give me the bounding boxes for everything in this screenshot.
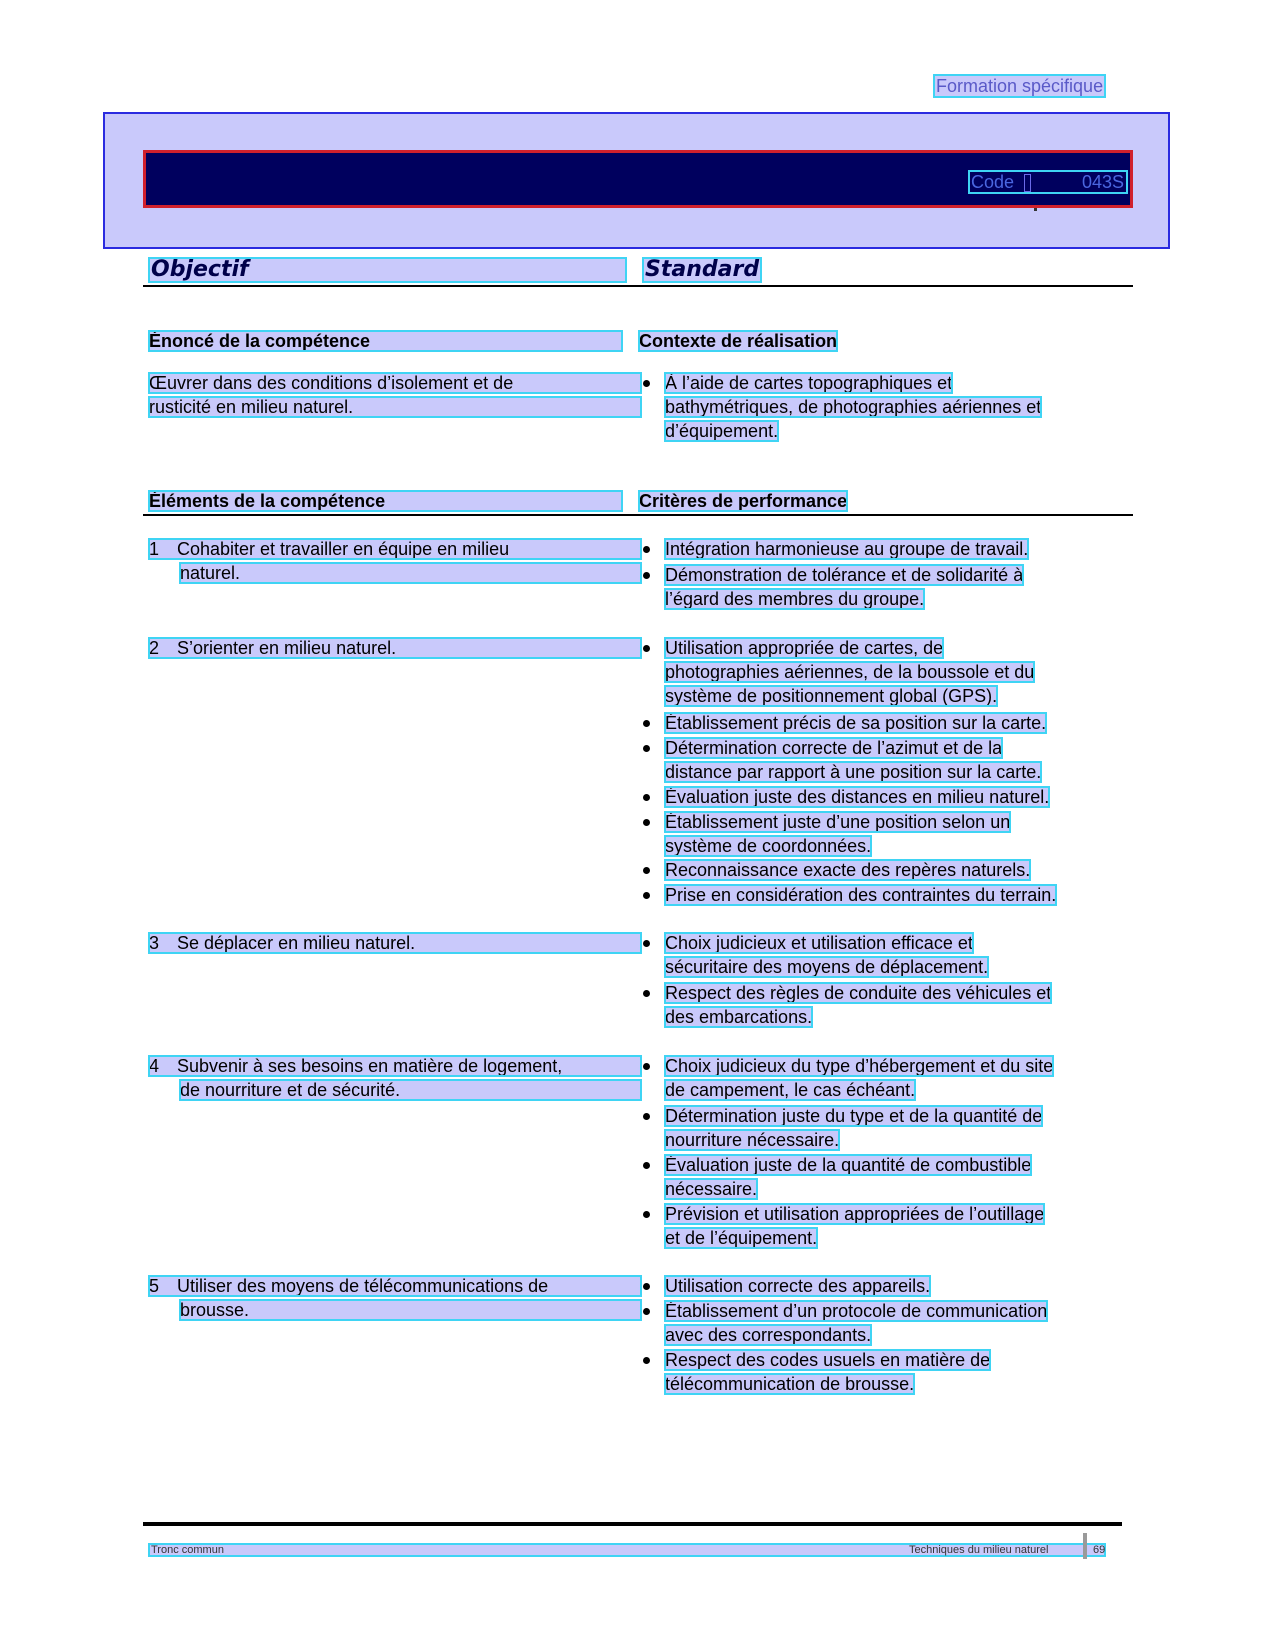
element-line-5: [180, 1300, 641, 1320]
element-line-2: [149, 638, 641, 658]
bullet-icon: [643, 990, 650, 997]
bullet-icon: [643, 1308, 650, 1315]
criterion-line: Établissement d’un protocole de communication: [665, 1301, 1048, 1321]
bullet-icon: [643, 940, 650, 947]
criterion-line: Prévision et utilisation appropriées de l’outillage: [665, 1204, 1045, 1224]
criterion-line: l’égard des membres du groupe.: [665, 589, 925, 609]
element-line-5: [149, 1276, 641, 1296]
element-number: 5: [149, 1276, 160, 1296]
criterion-line: des embarcations.: [665, 1007, 813, 1027]
header-rule: [143, 285, 1133, 287]
program-label: Formation spécifique: [936, 76, 1104, 96]
bullet-icon: [643, 1357, 650, 1364]
footer-rule: [143, 1522, 1122, 1526]
code-separator: [1024, 174, 1031, 192]
criterion-line: Respect des codes usuels en matière de: [665, 1350, 991, 1370]
criterion-line: photographies aériennes, de la boussole et du: [665, 662, 1035, 682]
criterion-line: Utilisation appropriée de cartes, de: [665, 638, 944, 658]
element-line-4: [180, 1080, 641, 1100]
footer-divider: [1083, 1533, 1087, 1559]
criterion-line: nécessaire.: [665, 1179, 758, 1199]
element-text: Subvenir à ses besoins en matière de logement,: [177, 1056, 563, 1076]
bullet-icon: [643, 1162, 650, 1169]
criterion-line: système de coordonnées.: [665, 836, 872, 856]
element-text: Utiliser des moyens de télécommunications de: [177, 1276, 549, 1296]
element-number: 2: [149, 638, 160, 658]
element-text: Se déplacer en milieu naturel.: [177, 933, 416, 953]
footer-left: Tronc commun: [151, 1544, 224, 1556]
criterion-line: Choix judicieux et utilisation efficace et: [665, 933, 973, 953]
element-line-1: [149, 539, 641, 559]
criterion-line: Évaluation juste des distances en milieu naturel.: [665, 787, 1050, 807]
element-line-4: [149, 1056, 641, 1076]
bullet-icon: [643, 745, 650, 752]
footer-right: Techniques du milieu naturel: [909, 1544, 1049, 1556]
criteria-heading: Critères de performance: [639, 491, 848, 511]
bullet-icon: [643, 645, 650, 652]
criterion-line: Évaluation juste de la quantité de combustible: [665, 1155, 1032, 1175]
criterion-line: sécuritaire des moyens de déplacement.: [665, 957, 989, 977]
element-text: Cohabiter et travailler en équipe en milieu: [177, 539, 510, 559]
bullet-icon: [643, 572, 650, 579]
competency-statement-heading: Énoncé de la compétence: [149, 331, 622, 351]
criterion-line: distance par rapport à une position sur la carte.: [665, 762, 1042, 782]
marker-dot: [1034, 208, 1037, 211]
bullet-icon: [643, 867, 650, 874]
criterion-line: de campement, le cas échéant.: [665, 1080, 916, 1100]
element-number: 4: [149, 1056, 160, 1076]
element-text: S’orienter en milieu naturel.: [177, 638, 397, 658]
criterion-line: Établissement juste d’une position selon un: [665, 812, 1011, 832]
element-text: naturel.: [180, 563, 241, 583]
element-number: 1: [149, 539, 160, 559]
context-line: bathymétriques, de photographies aériennes et: [665, 397, 1042, 417]
criterion-line: Choix judicieux du type d’hébergement et du site: [665, 1056, 1054, 1076]
criterion-line: avec des correspondants.: [665, 1325, 872, 1345]
bullet-icon: [643, 720, 650, 727]
criterion-line: Démonstration de tolérance et de solidarité à: [665, 565, 1024, 585]
element-line-1: [180, 563, 641, 583]
context-heading: Contexte de réalisation: [639, 331, 838, 351]
criterion-line: système de positionnement global (GPS).: [665, 686, 998, 706]
bullet-icon: [643, 1211, 650, 1218]
element-text: de nourriture et de sécurité.: [180, 1080, 401, 1100]
statement-line: Œuvrer dans des conditions d’isolement et de: [149, 373, 641, 393]
objective-heading: Objectif: [149, 258, 626, 282]
element-line-3: [149, 933, 641, 953]
element-number: 3: [149, 933, 160, 953]
context-line: À l’aide de cartes topographiques et: [665, 373, 953, 393]
bullet-icon: [643, 819, 650, 826]
bullet-icon: [643, 1063, 650, 1070]
code-field: [970, 172, 1126, 192]
bullet-icon: [643, 1283, 650, 1290]
section-rule: [143, 514, 1133, 516]
criterion-line: nourriture nécessaire.: [665, 1130, 840, 1150]
bullet-icon: [643, 380, 650, 387]
statement-line: rusticité en milieu naturel.: [149, 397, 641, 417]
element-text: brousse.: [180, 1300, 250, 1320]
criterion-line: Utilisation correcte des appareils.: [665, 1276, 931, 1296]
page-number: 69: [1093, 1544, 1106, 1556]
context-line: d’équipement.: [665, 421, 779, 441]
bullet-icon: [643, 794, 650, 801]
code-value: 043S: [1081, 172, 1124, 192]
criterion-line: et de l’équipement.: [665, 1228, 818, 1248]
code-label: Code: [971, 172, 1015, 192]
bullet-icon: [643, 1113, 650, 1120]
criterion-line: télécommunication de brousse.: [665, 1374, 915, 1394]
bullet-icon: [643, 892, 650, 899]
criterion-line: Détermination correcte de l’azimut et de la: [665, 738, 1003, 758]
criterion-line: Reconnaissance exacte des repères naturels.: [665, 860, 1031, 880]
footer-band: [149, 1544, 1105, 1556]
bullet-icon: [643, 546, 650, 553]
criterion-line: Établissement précis de sa position sur la carte.: [665, 713, 1047, 733]
criterion-line: Intégration harmonieuse au groupe de travail.: [665, 539, 1029, 559]
elements-heading: Éléments de la compétence: [149, 491, 622, 511]
criterion-line: Prise en considération des contraintes du terrain.: [665, 885, 1057, 905]
criterion-line: Détermination juste du type et de la quantité de: [665, 1106, 1043, 1126]
standard-heading: Standard: [645, 257, 760, 282]
criterion-line: Respect des règles de conduite des véhicules et: [665, 983, 1052, 1003]
